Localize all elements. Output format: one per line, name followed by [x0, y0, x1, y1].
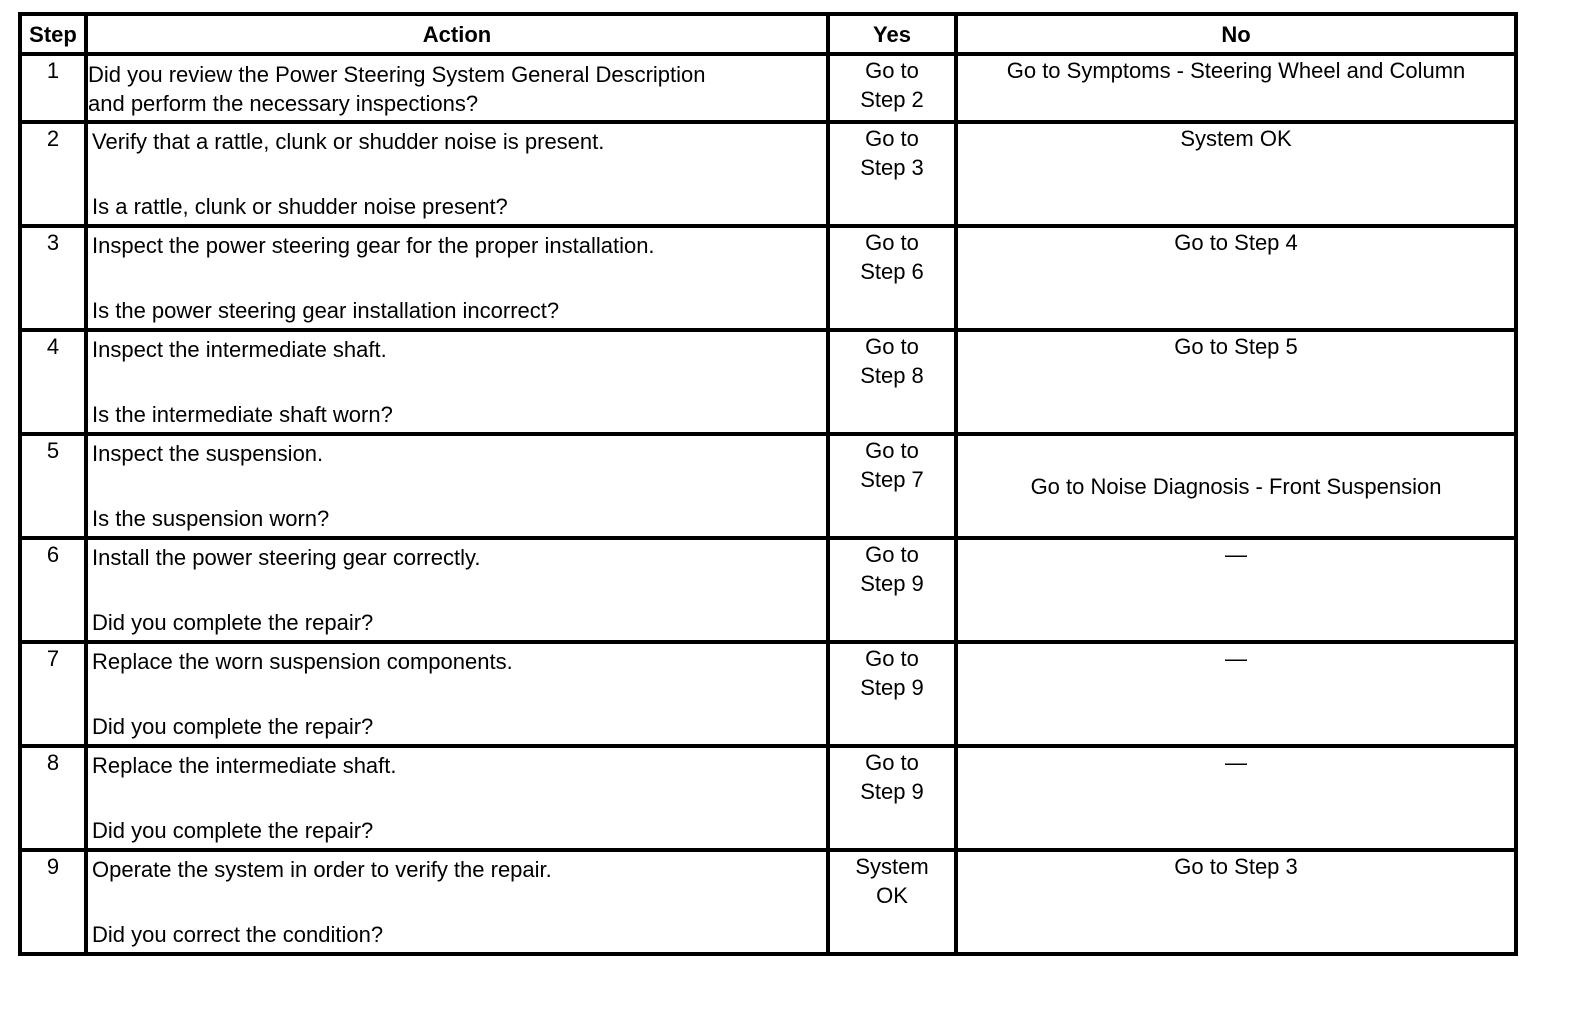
table-row: [20, 330, 1516, 434]
no-cell: Go to Step 5: [956, 330, 1516, 434]
action-question: Is a rattle, clunk or shudder noise present?: [92, 194, 508, 219]
action-question: Is the intermediate shaft worn?: [92, 402, 393, 427]
step-number: 9: [20, 850, 86, 954]
step-number: 4: [20, 330, 86, 434]
table-row: [20, 226, 1516, 330]
no-cell: —: [956, 642, 1516, 746]
action-question: Is the suspension worn?: [92, 506, 330, 531]
no-cell: —: [956, 746, 1516, 850]
header-row: [20, 14, 1516, 54]
yes-line: Go to: [865, 542, 919, 567]
action-question: Is the power steering gear installation incorrect?: [92, 298, 560, 323]
action-instruction: Inspect the intermediate shaft.: [92, 337, 387, 362]
action-line: and perform the necessary inspections?: [88, 91, 479, 116]
yes-cell: [828, 642, 956, 746]
no-cell: Go to Step 3: [956, 850, 1516, 954]
yes-line: Go to: [865, 750, 919, 775]
no-cell: System OK: [956, 122, 1516, 226]
action-question: Did you correct the condition?: [92, 922, 384, 947]
yes-line: Go to: [865, 646, 919, 671]
yes-line: Go to: [865, 334, 919, 359]
step-number: 7: [20, 642, 86, 746]
step-number: 6: [20, 538, 86, 642]
yes-line: Step 7: [860, 467, 924, 492]
yes-cell: [828, 330, 956, 434]
yes-line: Go to: [865, 126, 919, 151]
action-cell: [86, 54, 828, 122]
action-cell: [86, 330, 828, 434]
yes-line: Step 3: [860, 155, 924, 180]
action-instruction: Install the power steering gear correctly.: [92, 545, 481, 570]
table-row: [20, 54, 1516, 122]
yes-line: OK: [876, 883, 908, 908]
header-yes: Yes: [828, 14, 956, 54]
step-number: 2: [20, 122, 86, 226]
diagnostic-table: [18, 12, 1518, 956]
step-number: 3: [20, 226, 86, 330]
action-text: [88, 56, 826, 118]
action-instruction: Operate the system in order to verify the repair.: [92, 857, 552, 882]
yes-line: Step 9: [860, 779, 924, 804]
action-cell: [86, 122, 828, 226]
header-action: Action: [86, 14, 828, 54]
table-row: [20, 434, 1516, 538]
no-cell: —: [956, 538, 1516, 642]
yes-line: System: [855, 854, 929, 879]
action-cell: [86, 434, 828, 538]
action-instruction: Inspect the power steering gear for the proper installation.: [92, 233, 655, 258]
table-row: [20, 122, 1516, 226]
action-cell: [86, 642, 828, 746]
yes-cell: [828, 850, 956, 954]
no-cell: Go to Noise Diagnosis - Front Suspension: [956, 434, 1516, 538]
yes-line: Go to: [865, 58, 919, 83]
no-cell: Go to Symptoms - Steering Wheel and Column: [956, 54, 1516, 122]
action-instruction: Verify that a rattle, clunk or shudder noise is present.: [92, 129, 605, 154]
yes-cell: [828, 122, 956, 226]
action-question: Did you complete the repair?: [92, 610, 374, 635]
yes-line: Step 9: [860, 675, 924, 700]
action-instruction: Replace the worn suspension components.: [92, 649, 513, 674]
action-cell: [86, 226, 828, 330]
yes-cell: [828, 54, 956, 122]
yes-cell: [828, 226, 956, 330]
action-question: Did you complete the repair?: [92, 818, 374, 843]
action-question: Did you complete the repair?: [92, 714, 374, 739]
yes-line: Go to: [865, 438, 919, 463]
yes-line: Step 6: [860, 259, 924, 284]
header-no: No: [956, 14, 1516, 54]
no-cell: Go to Step 4: [956, 226, 1516, 330]
action-cell: [86, 746, 828, 850]
action-cell: [86, 850, 828, 954]
yes-line: Step 8: [860, 363, 924, 388]
action-instruction: Replace the intermediate shaft.: [92, 753, 397, 778]
step-number: 1: [20, 54, 86, 122]
yes-line: Step 9: [860, 571, 924, 596]
table-row: [20, 746, 1516, 850]
yes-line: Step 2: [860, 87, 924, 112]
yes-line: Go to: [865, 230, 919, 255]
table-row: [20, 642, 1516, 746]
action-instruction: Inspect the suspension.: [92, 441, 324, 466]
step-number: 8: [20, 746, 86, 850]
header-step: Step: [20, 14, 86, 54]
action-line: Did you review the Power Steering System General Description: [88, 62, 706, 87]
action-cell: [86, 538, 828, 642]
table-row: [20, 850, 1516, 954]
step-number: 5: [20, 434, 86, 538]
yes-cell: [828, 538, 956, 642]
yes-cell: [828, 434, 956, 538]
yes-cell: [828, 746, 956, 850]
table-row: [20, 538, 1516, 642]
